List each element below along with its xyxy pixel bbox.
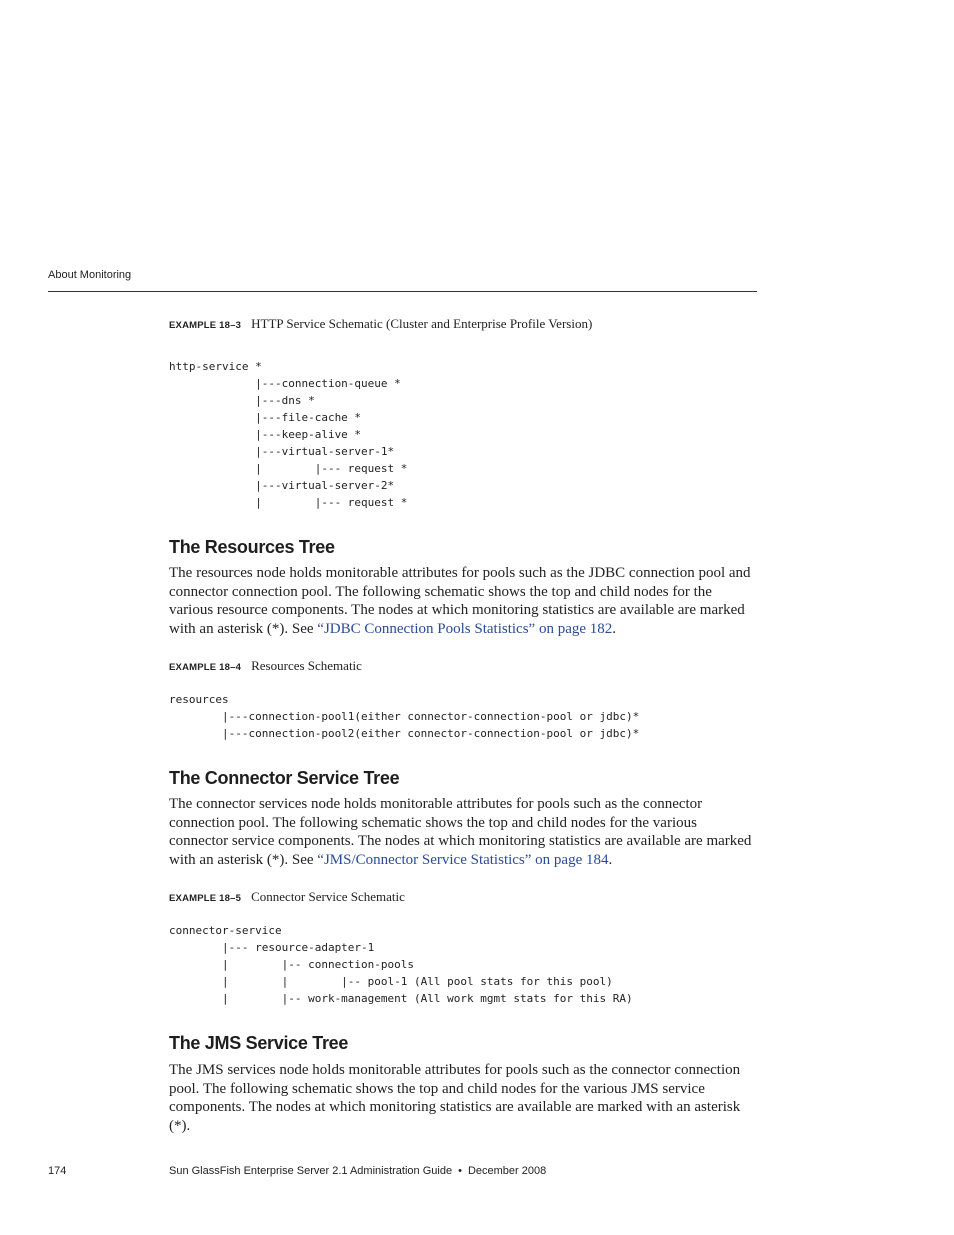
example-title: Connector Service Schematic	[251, 889, 405, 904]
section-heading: The Resources Tree	[169, 537, 335, 557]
cross-reference-link[interactable]: “JMS/Connector Service Statistics” on page 184	[317, 852, 609, 869]
code-block: resources |---connection-pool1(either connector-connection-pool or jdbc)* |---connection-pool2(either connector-connection-pool or jdbc)*	[169, 693, 640, 740]
example-caption	[169, 316, 592, 332]
code-block: connector-service |--- resource-adapter-1 | |-- connection-pools | | |-- pool-1 (All pool stats for this pool) | |-- work-management (All work mgmt stats for this RA)	[169, 924, 633, 1005]
page-number: 174	[48, 1165, 67, 1177]
publication-date: December 2008	[467, 1165, 547, 1177]
code-block: http-service * |---connection-queue * |---dns * |---file-cache * |---keep-alive * |---virtual-server-1* | |--- request * |---virtual-server-2* | |--- request *	[169, 360, 408, 509]
bullet-separator: •	[458, 1165, 462, 1177]
running-head: About Monitoring	[48, 269, 132, 281]
example-label: EXAMPLE 18–4	[169, 662, 242, 673]
example-title: Resources Schematic	[251, 658, 362, 673]
paragraph	[169, 564, 759, 639]
footer	[169, 1165, 546, 1177]
paragraph: The JMS services node holds monitorable attributes for pools such as the connector connection pool. The following schematic shows the top and child nodes for the various JMS service components. The nodes at which monitoring statistics are available are marked with an asterisk (*).	[169, 1062, 741, 1135]
example-title: HTTP Service Schematic (Cluster and Enterprise Profile Version)	[251, 316, 593, 331]
header-rule	[48, 291, 757, 292]
example-caption	[169, 658, 362, 674]
section-heading: The Connector Service Tree	[169, 768, 400, 788]
paragraph-end: .	[612, 621, 617, 638]
example-label: EXAMPLE 18–5	[169, 893, 242, 904]
example-caption	[169, 889, 405, 905]
book-title: Sun GlassFish Enterprise Server 2.1 Administration Guide	[169, 1165, 453, 1177]
paragraph-text: The connector services node holds monitorable attributes for pools such as the connector connection pool. The following schematic shows the top and child nodes for the various connector service components. The nodes at which monitoring statistics are available are marked with an asterisk (*). See	[169, 796, 752, 869]
paragraph-end: .	[608, 852, 613, 869]
cross-reference-link[interactable]: “JDBC Connection Pools Statistics” on page 182	[317, 621, 613, 638]
paragraph	[169, 795, 759, 870]
example-label: EXAMPLE 18–3	[169, 320, 242, 331]
section-heading: The JMS Service Tree	[169, 1033, 349, 1053]
paragraph-text: The resources node holds monitorable attributes for pools such as the JDBC connection pool and connector connection pool. The following schematic shows the top and child nodes for the various resource components. The nodes at which monitoring statistics are available are marked with an asterisk (*). See	[169, 565, 751, 638]
